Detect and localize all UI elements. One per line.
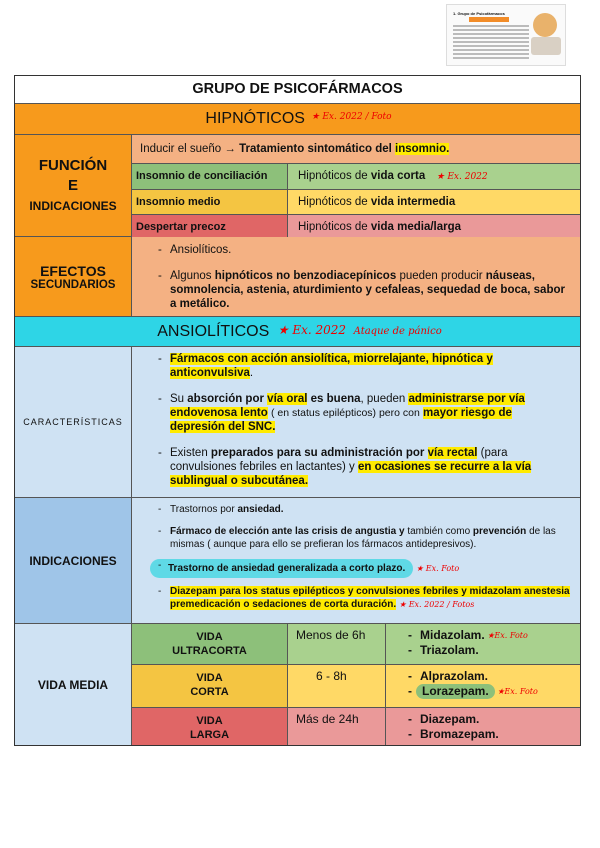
indicaciones-label: INDICACIONES — [15, 498, 132, 623]
page-thumbnail — [446, 4, 566, 66]
hipnoticos-header — [15, 104, 580, 134]
hipnoticos-title: HIPNÓTICOS — [205, 110, 305, 127]
hipnotico-row: Insomnio medio Hipnóticos de vida intermedia — [132, 190, 580, 215]
vida-corta-row: VIDA CORTA 6 - 8h - Alprazolam. - Lorazepam. $^{★Ex. Foto}$ — [132, 665, 580, 708]
indicaciones-content: - Trastornos por ansiedad. - Fármaco de elección ante las crisis de angustia y también como prevención de las mismas ( aunque para ello se prefieran los fármacos antidepresivos). - Trastorno de ansiedad generalizada a corto plazo. ★ Ex. Foto - Diazepam para los status epilépticos y convulsiones febriles y midazolam anestesia premedicación o sedaciones de corta duración. ★ Ex. 2022 / Fotos — [132, 498, 580, 623]
thumbnail-illustration — [533, 13, 557, 37]
hipnoticos-note: ★ Ex. 2022 / Foto — [311, 112, 392, 122]
ansioliticos-note: ★ Ex. 2022 Ataque de pánico — [277, 323, 442, 337]
ansioliticos-header — [15, 317, 580, 346]
thumbnail-title: 1. Grupo de Psicofármacos — [453, 11, 505, 16]
efectos-content: - Ansiolíticos. - Algunos hipnóticos no benzodiacepínicos pueden producir náuseas, somnolencia, astenia, aturdimiento y cefaleas, sequedad de boca, sabor a metálico. — [132, 237, 580, 316]
caracteristicas-content: - Fármacos con acción ansiolítica, miorrelajante, hipnótica y anticonvulsiva. - Su absorción por vía oral es buena, pueden administrarse por vía endovenosa lento ( en status epilépticos) pero con mayor riesgo de depresión del SNC. - Existen preparados para su administración por vía rectal (para convulsiones febriles en lactantes) y en ocasiones se recurre a la vía sublingual o subcutánea. — [132, 347, 580, 497]
hipnotico-row: Despertar precoz Hipnóticos de vida media/larga — [132, 215, 580, 239]
caracteristicas-label: CARACTERÍSTICAS — [15, 347, 132, 497]
efectos-label: EFECTOS SECUNDARIOS — [15, 237, 132, 316]
table-title: GRUPO DE PSICOFÁRMACOS — [15, 76, 580, 103]
psicofarmacos-table — [14, 75, 581, 746]
vida-larga-row: VIDA LARGA Más de 24h - Diazepam. - Bromazepam. — [132, 708, 580, 745]
hipnotico-row: Insomnio de conciliación Hipnóticos de vida corta ★ Ex. 2022 — [132, 164, 580, 190]
ansioliticos-title: ANSIOLÍTICOS — [157, 323, 270, 340]
funcion-intro: Inducir el sueño → Tratamiento sintomático del insomnio. — [132, 135, 580, 164]
vida-media-label: VIDA MEDIA — [15, 624, 132, 745]
vida-ultracorta-row: VIDA ULTRACORTA Menos de 6h - Midazolam. $^{★Ex. Foto}$ - Triazolam. — [132, 624, 580, 665]
funcion-label: FUNCIÓN E INDICACIONES — [15, 135, 132, 236]
